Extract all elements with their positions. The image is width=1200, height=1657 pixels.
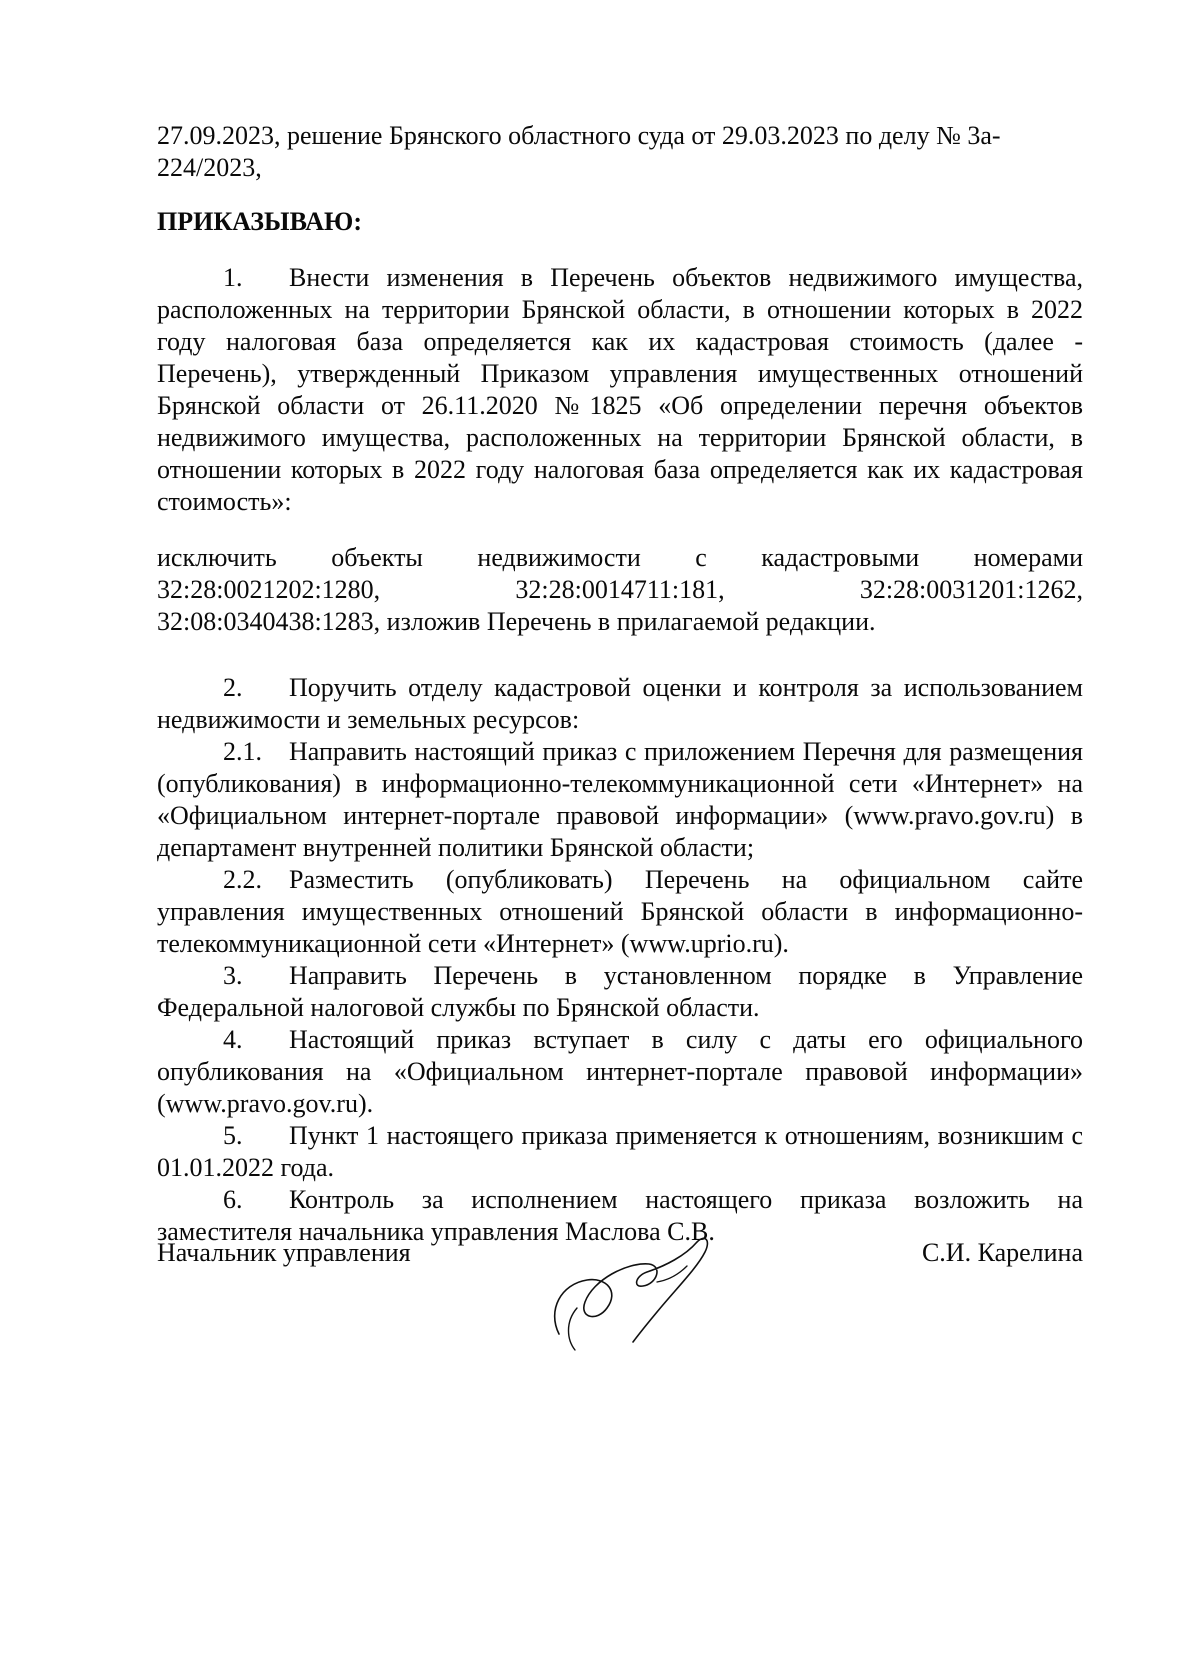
cadastral-code: 32:28:0031201:1262, bbox=[859, 575, 1083, 604]
handwritten-signature bbox=[537, 1222, 737, 1362]
item-1-text: Внести изменения в Перечень объектов недвижимого имущества, расположенных на территории Брянской области, в отношении которых в 2022 году налоговая база определяется как их кадастровая стоимость (далее - Перечень), утвержденный Приказом управления имущественных отношений Брянской области от 26.11.2020 №1825 «Об определении перечня объектов недвижимого имущества, расположенных на территории Брянской области, в отношении которых в 2022 году налоговая база определяется как их кадастровая стоимость»: bbox=[157, 263, 1083, 516]
item-2-1-text: Направить настоящий приказ с приложением Перечня для размещения (опубликования) в информационно-телекоммуникационной сети «Интернет» на «Официальном интернет-портале правовой информации» (www.pravo.gov.ru) в департамент внутренней политики Брянской области; bbox=[157, 737, 1083, 862]
item-2-number: 2. bbox=[223, 673, 243, 702]
item-2-2-number: 2.2. bbox=[223, 865, 262, 894]
cadastral-code: 32:28:0014711:181, bbox=[515, 575, 725, 604]
item-2-1-number: 2.1. bbox=[223, 737, 262, 766]
item-2-2 bbox=[157, 864, 1083, 960]
exclude-word: кадастровыми bbox=[761, 543, 920, 572]
item-6-text: Контроль за исполнением настоящего приказа возложить на заместителя начальника управления Маслова С.В. bbox=[157, 1185, 1083, 1246]
cadastral-code: 32:28:0021202:1280, bbox=[157, 575, 381, 604]
item-2 bbox=[157, 672, 1083, 736]
item-5-number: 5. bbox=[223, 1121, 243, 1150]
item-1-number: 1. bbox=[223, 263, 243, 292]
item-3 bbox=[157, 960, 1083, 1024]
signature-block bbox=[157, 1237, 1083, 1377]
item-2-1 bbox=[157, 736, 1083, 864]
intro-line-1: 27.09.2023, решение Брянского областного суда от 29.03.2023 по делу № 3а- bbox=[157, 121, 1001, 150]
exclude-word: номерами bbox=[973, 543, 1083, 572]
item-5-text: Пункт 1 настоящего приказа применяется к отношениям, возникшим с 01.01.2022 года. bbox=[157, 1121, 1083, 1182]
signatory-name: С.И. Карелина bbox=[921, 1238, 1083, 1267]
item-4 bbox=[157, 1024, 1083, 1120]
exclude-block bbox=[157, 542, 1083, 638]
order-heading: ПРИКАЗЫВАЮ: bbox=[157, 207, 362, 236]
item-4-text: Настоящий приказ вступает в силу с даты его официального опубликования на «Официальном интернет-портале правовой информации» (www.pravo.gov.ru). bbox=[157, 1025, 1083, 1118]
item-3-text: Направить Перечень в установленном порядке в Управление Федеральной налоговой службы по Брянской области. bbox=[157, 961, 1083, 1022]
exclude-word: объекты bbox=[331, 543, 423, 572]
signatory-role: Начальник управления bbox=[157, 1238, 411, 1267]
intro-line-2: 224/2023, bbox=[157, 153, 262, 182]
exclude-line-3: 32:08:0340438:1283, изложив Перечень в прилагаемой редакции. bbox=[157, 607, 876, 636]
cadastral-codes-line bbox=[157, 574, 1083, 606]
item-1 bbox=[157, 262, 1083, 518]
exclude-line-1 bbox=[157, 542, 1083, 574]
item-2-text: Поручить отделу кадастровой оценки и контроля за использованием недвижимости и земельных ресурсов: bbox=[157, 673, 1083, 734]
item-3-number: 3. bbox=[223, 961, 243, 990]
item-6-number: 6. bbox=[223, 1185, 243, 1214]
item-4-number: 4. bbox=[223, 1025, 243, 1054]
exclude-word: исключить bbox=[157, 543, 277, 572]
exclude-word: с bbox=[695, 543, 707, 572]
document-body bbox=[157, 120, 1083, 1248]
item-2-2-text: Разместить (опубликовать) Перечень на официальном сайте управления имущественных отношений Брянской области в информационно-телекоммуникационной сети «Интернет» (www.uprio.ru). bbox=[157, 865, 1083, 958]
item-5 bbox=[157, 1120, 1083, 1184]
exclude-word: недвижимости bbox=[477, 543, 641, 572]
